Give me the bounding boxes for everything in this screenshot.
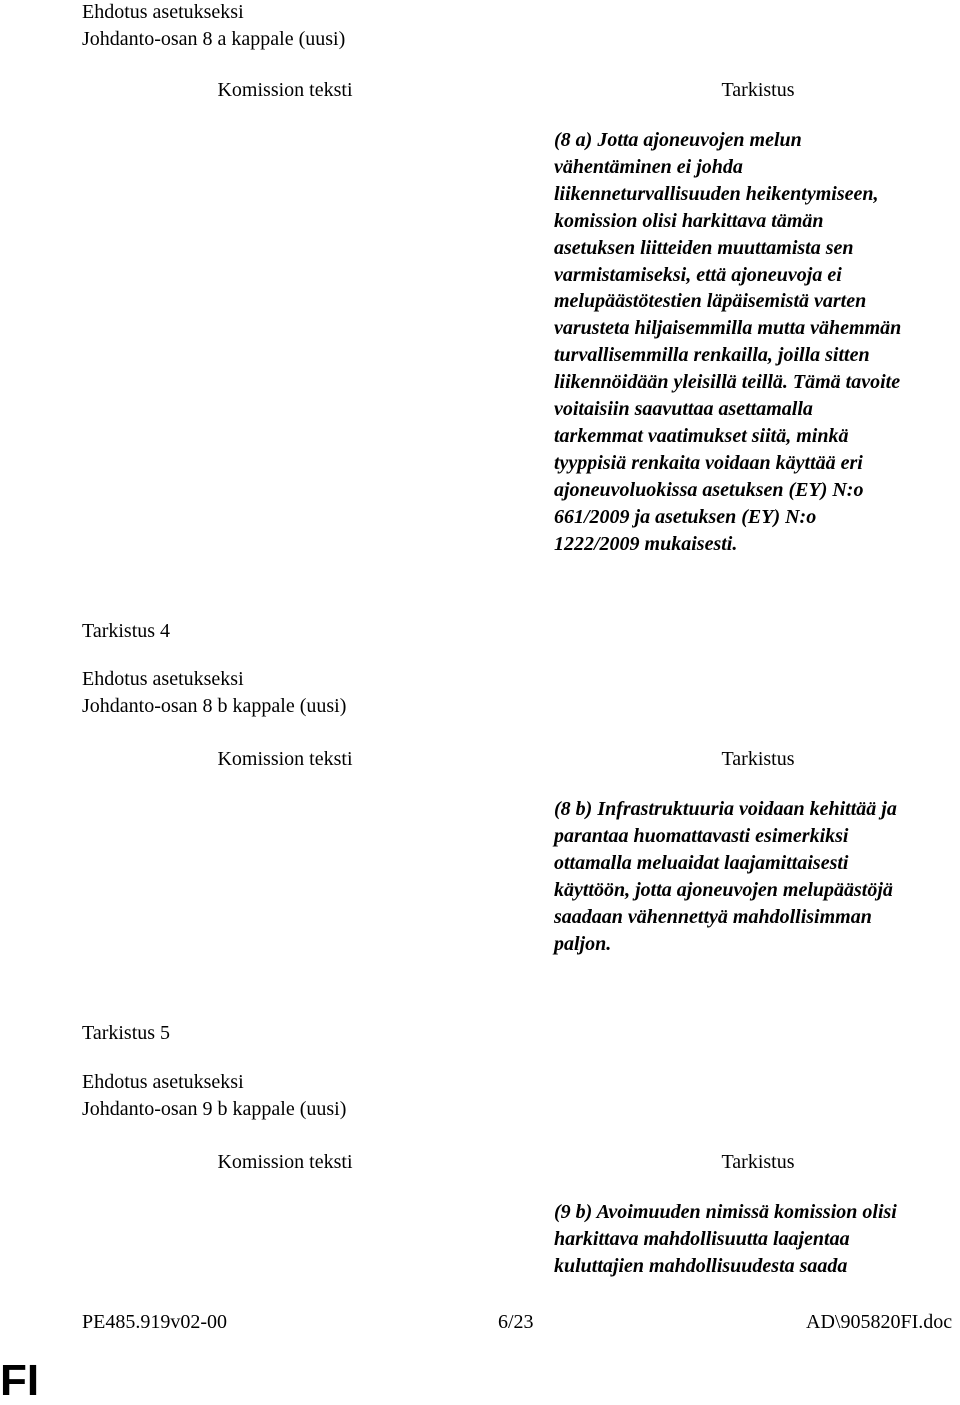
amendment-text-line: 1222/2009 mukaisesti. [554, 532, 738, 555]
language-code: FI [0, 1356, 40, 1405]
section-label: Johdanto-osan 8 b kappale (uusi) [82, 695, 347, 717]
amendment-text-line: (8 b) Infrastruktuuria voidaan kehittää ja [554, 798, 897, 820]
proposal-label: Ehdotus asetukseksi [82, 1, 244, 23]
amendment-text-line: paljon. [554, 932, 612, 955]
proposal-label: Ehdotus asetukseksi [82, 1071, 244, 1093]
amendment-text-line: ajoneuvoluokissa asetuksen (EY) N:o [554, 478, 864, 501]
amendment-text-line: (8 a) Jotta ajoneuvojen melun [554, 129, 802, 151]
amendment-text-line: (9 b) Avoimuuden nimissä komission olisi [554, 1201, 897, 1223]
proposal-label: Ehdotus asetukseksi [82, 668, 244, 690]
amendment-text-line: varusteta hiljaisemmilla mutta vähemmän [554, 317, 902, 340]
amendment-text-line: liikenneturvallisuuden heikentymiseen, [554, 182, 879, 205]
commission-text-header: Komission teksti [217, 79, 353, 101]
footer-reference: PE485.919v02-00 [82, 1311, 227, 1333]
amendment-header: Tarkistus [721, 1151, 795, 1173]
amendment-text-line: varmistamiseksi, että ajoneuvoja ei [554, 263, 842, 286]
amendment-text-line: käyttöön, jotta ajoneuvojen melupäästöjä [554, 878, 893, 901]
amendment-text-line: harkittava mahdollisuutta laajentaa [554, 1227, 850, 1250]
amendment-text-line: komission olisi harkittava tämän [554, 209, 824, 232]
amendment-header: Tarkistus [721, 748, 795, 770]
amendment-text-line: vähentäminen ei johda [554, 155, 743, 178]
amendment-text-line: turvallisemmilla renkailla, joilla sitten [554, 344, 870, 367]
amendment-text-line: voitaisiin saavuttaa asettamalla [554, 398, 813, 421]
footer-page-number: 6/23 [498, 1311, 534, 1333]
commission-text-header: Komission teksti [217, 1151, 353, 1173]
amendment-text-line: parantaa huomattavasti esimerkiksi [554, 824, 849, 847]
footer-document-name: AD\905820FI.doc [806, 1311, 953, 1333]
amendment-text [554, 1199, 960, 1280]
amendment-text-line: 661/2009 ja asetuksen (EY) N:o [554, 505, 817, 528]
amendment-text-line: liikennöidään yleisillä teillä. Tämä tavoite [554, 371, 901, 394]
amendment-text-line: kuluttajien mahdollisuudesta saada [554, 1254, 848, 1277]
amendment-text-line: ottamalla meluaidat laajamittaisesti [554, 851, 849, 874]
amendment-text-line: asetuksen liitteiden muuttamista sen [554, 236, 854, 259]
amendment-text [554, 796, 960, 957]
amendment-text-line: saadaan vähennettyä mahdollisimman [554, 905, 872, 928]
amendment-text-line: tyyppisiä renkaita voidaan käyttää eri [554, 451, 863, 474]
commission-text-header: Komission teksti [217, 748, 353, 770]
amendment-text-line: melupäästötestien läpäisemistä varten [554, 290, 867, 313]
section-label: Johdanto-osan 9 b kappale (uusi) [82, 1098, 347, 1120]
amendment-text [554, 127, 960, 558]
amendment-number: Tarkistus 4 [82, 620, 171, 642]
amendment-number: Tarkistus 5 [82, 1022, 171, 1044]
section-label: Johdanto-osan 8 a kappale (uusi) [82, 28, 346, 50]
amendment-header: Tarkistus [721, 79, 795, 101]
amendment-text-line: tarkemmat vaatimukset siitä, minkä [554, 424, 849, 447]
